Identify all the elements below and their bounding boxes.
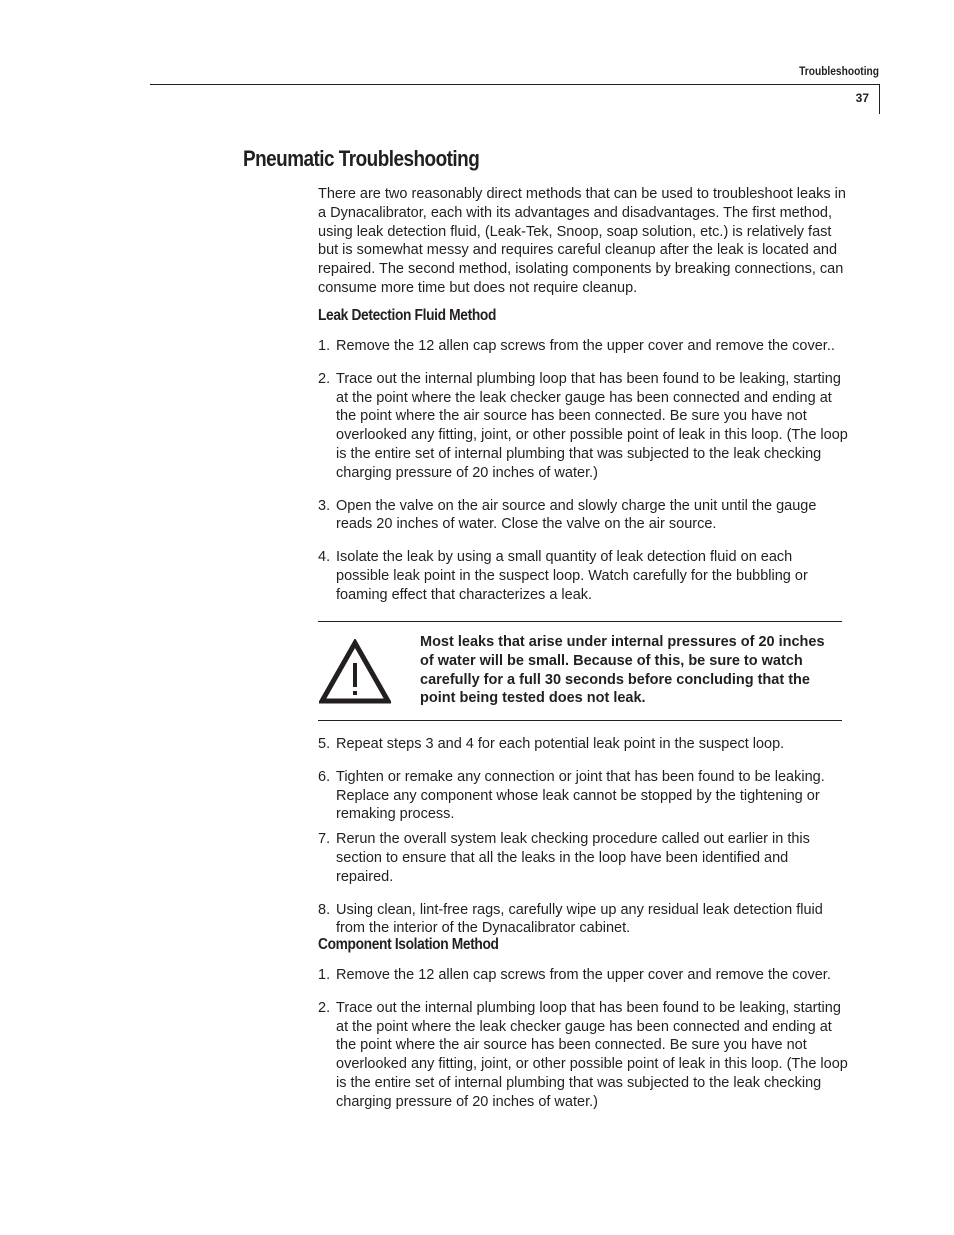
- list-item: [318, 497, 848, 535]
- component-isolation-heading: Component Isolation Method: [318, 936, 499, 953]
- step-text: Open the valve on the air source and slowly charge the unit until the gauge reads 20 inches of water. Close the valve on the air source.: [336, 497, 817, 533]
- step-number: 7.: [318, 831, 331, 848]
- list-item: [318, 999, 848, 1112]
- intro-paragraph: There are two reasonably direct methods that can be used to troubleshoot leaks in a Dynacalibrator, each with its advantages and disadvantages. The first method, using leak detection fluid, (Leak-Tek, Snoop, soap solution, etc.) is relatively fast but is somewhat messy and requires careful cleanup after the leak is located and repaired. The second method, isolating components by breaking connections, can consume more time but does not require cleanup.: [318, 186, 846, 296]
- component-isolation-steps: [318, 966, 848, 1112]
- list-item: [318, 966, 848, 985]
- list-item: [318, 370, 848, 483]
- step-text: Using clean, lint-free rags, carefully wipe up any residual leak detection fluid from the interior of the Dynacalibrator cabinet.: [336, 901, 823, 937]
- step-number: 5.: [318, 736, 331, 752]
- step-number: 2.: [318, 370, 331, 387]
- leak-detection-heading: Leak Detection Fluid Method: [318, 307, 497, 324]
- step-number: 6.: [318, 768, 331, 785]
- page-title: Pneumatic Troubleshooting: [243, 146, 480, 171]
- list-item: [318, 901, 848, 939]
- step-text: Remove the 12 allen cap screws from the upper cover and remove the cover.: [336, 967, 831, 983]
- step-number: 4.: [318, 549, 331, 566]
- list-item: [318, 735, 848, 754]
- step-number: 8.: [318, 901, 331, 918]
- leak-detection-steps-a: [318, 337, 848, 605]
- header-vertical-rule: [879, 84, 880, 114]
- step-number: 1.: [318, 338, 331, 354]
- step-text: Rerun the overall system leak checking procedure called out earlier in this section to ensure that all the leaks in the loop have been identified and repaired.: [336, 831, 810, 885]
- list-item: [318, 768, 848, 824]
- list-item: [318, 548, 848, 604]
- step-text: Repeat steps 3 and 4 for each potential leak point in the suspect loop.: [336, 736, 785, 752]
- step-number: 3.: [318, 497, 331, 514]
- step-number: 2.: [318, 999, 331, 1016]
- step-text: Isolate the leak by using a small quantity of leak detection fluid on each possible leak point in the suspect loop. Watch carefully for the bubbling or foaming effect that characterizes a leak.: [336, 549, 808, 603]
- list-item: [318, 337, 848, 356]
- running-header-section: Troubleshooting: [799, 64, 879, 78]
- header-rule: [150, 84, 880, 85]
- step-number: 1.: [318, 967, 331, 983]
- warning-callout: [318, 621, 842, 721]
- step-text: Trace out the internal plumbing loop that has been found to be leaking, starting at the point where the leak checker gauge has been connected and ending at the point where the air source has been connected. Be sure you have not overlooked any fitting, joint, or other possible point of leak in this loop. (The loop is the entire set of internal plumbing that was subjected to the leak checking charging pressure of 20 inches of water.): [336, 370, 848, 481]
- page-number: 37: [855, 91, 869, 105]
- step-text: Remove the 12 allen cap screws from the upper cover and remove the cover..: [336, 338, 835, 354]
- list-item: [318, 830, 848, 886]
- step-text: Trace out the internal plumbing loop that has been found to be leaking, starting at the point where the leak checker gauge has been connected and ending at the point where the air source has been connected. Be sure you have not overlooked any fitting, joint, or other possible point of leak in this loop. (The loop is the entire set of internal plumbing that was subjected to the leak checking charging pressure of 20 inches of water.): [336, 999, 848, 1110]
- step-text: Tighten or remake any connection or joint that has been found to be leaking. Replace any component whose leak cannot be stopped by the tightening or remaking process.: [336, 768, 825, 823]
- warning-text: Most leaks that arise under internal pressures of 20 inches of water will be small. Because of this, be sure to watch carefully for a full 30 seconds before concluding that the point being tested does not leak.: [420, 634, 825, 707]
- leak-detection-steps-b: [318, 735, 848, 938]
- warning-triangle-icon: [319, 639, 391, 705]
